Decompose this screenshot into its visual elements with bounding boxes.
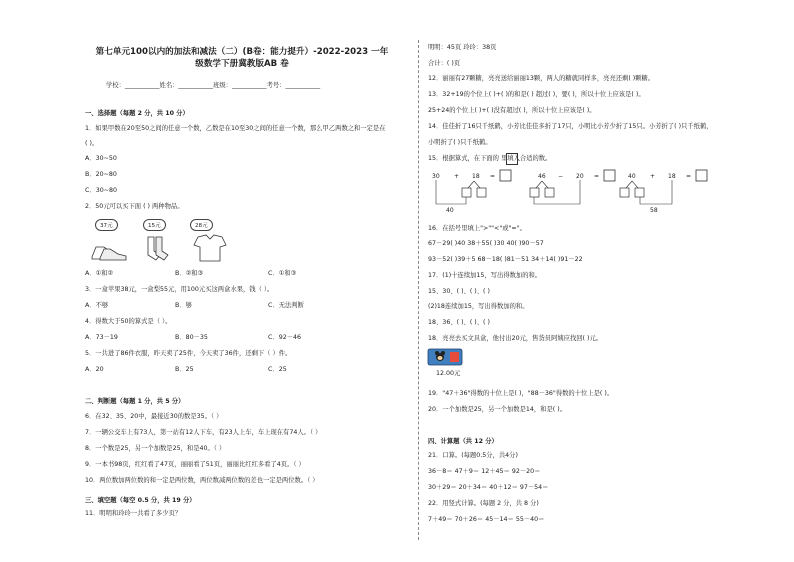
column-divider bbox=[418, 40, 419, 540]
question-5-option-b: B．25 bbox=[175, 366, 194, 373]
tree-2-result-box bbox=[604, 170, 615, 181]
question-5-option-c: C．25 bbox=[268, 366, 287, 373]
question-16-row-1: 67－29( )40 38＋55( )30 40( )90－57 bbox=[428, 240, 544, 247]
section-choice-heading: 一、选择题（每题 2 分，共 10 分） bbox=[85, 110, 189, 117]
question-16-row-2: 93－52( )39＋5 68－18( )81－51 34＋14( )91－22 bbox=[428, 256, 583, 263]
shoes-icon bbox=[92, 247, 126, 260]
question-1-option-a: A．30~50 bbox=[85, 155, 117, 162]
question-9: 9．一本书98页，红红看了47页，丽丽看了51页，丽丽比红红多看了4页。（ ） bbox=[85, 461, 305, 468]
tree-2 bbox=[530, 170, 615, 204]
question-15: 15．根据算式，在下面的 里填入合适的数。 bbox=[428, 155, 552, 162]
question-5: 5．一共进了86件衣服，昨天卖了25件，今天卖了36件，还剩下（ ）件。 bbox=[85, 350, 292, 357]
question-2: 2．50元可以买下面 ( ) 两种物品。 bbox=[85, 203, 184, 210]
question-14: 14．佳佳折了16只千纸鹤，小芳比佳佳多折了17只，小明比小芳少折了15只。小芳折了( )只千纸鹤， bbox=[428, 123, 713, 130]
question-20: 20．一个加数是25，另一个加数是14，和是( )。 bbox=[428, 406, 566, 413]
tree-3-split-box-2 bbox=[635, 188, 644, 197]
tree-2-b: 20 bbox=[576, 173, 584, 180]
tree-1 bbox=[432, 170, 511, 214]
tree-1-split-box-2 bbox=[477, 188, 486, 197]
question-21-row-1: 36－8＝ 47＋9＝ 12＋45＝ 92－20＝ bbox=[428, 468, 541, 475]
question-1: 1．如果甲数在20至50之间的任意一个数，乙数是在10至30之间的任意一个数，那么甲乙两数之和一定是在 bbox=[85, 125, 386, 132]
question-5-option-a: A．20 bbox=[85, 366, 104, 373]
question-12: 12．丽丽有27颗糖，亮亮送给丽丽13颗，两人的糖就同样多，亮亮还剩( )颗糖。 bbox=[428, 75, 655, 82]
total-pages: 合计：( )页 bbox=[428, 60, 461, 67]
question-2-option-c: C．①和③ bbox=[268, 270, 297, 277]
section-judge-heading: 二、判断题（每题 1 分，共 5 分） bbox=[85, 398, 185, 405]
title-line-1: 第七单元100以内的加法和减法（二）(B卷：能力提升）-2022-2023 一年 bbox=[95, 47, 389, 57]
question-2-option-b: B．②和③ bbox=[175, 270, 204, 277]
question-1-option-c: C．30~80 bbox=[85, 187, 117, 194]
tree-3-bottom: 58 bbox=[650, 207, 658, 214]
question-4-option-c: C．92－46 bbox=[268, 334, 302, 341]
tree-3-result-box bbox=[696, 170, 707, 181]
tree-1-result-box bbox=[500, 170, 511, 181]
products-illustration bbox=[90, 233, 230, 263]
title-line-2: 级数学下册冀教版AB 卷 bbox=[195, 59, 289, 69]
question-17-sequence: 15、30、( )、( )、( ) bbox=[428, 288, 490, 295]
question-14-line-2: 小明折了( )只千纸鹤。 bbox=[428, 139, 492, 146]
tree-1-eq: = bbox=[490, 173, 496, 180]
shirt-icon bbox=[194, 235, 226, 261]
tree-3-a: 40 bbox=[628, 173, 636, 180]
socks-icon bbox=[148, 237, 168, 260]
question-8: 8．一个数是25，另一个加数是25，和是40。（ ） bbox=[85, 445, 226, 452]
question-3-option-a: A．不够 bbox=[85, 302, 109, 309]
answer-box-example bbox=[506, 153, 518, 165]
reading-pages: 明明：45页 玲玲：38页 bbox=[428, 44, 497, 51]
price-bubble-3: 28元 bbox=[190, 219, 213, 231]
tree-1-b: 18 bbox=[472, 173, 480, 180]
tree-2-split-box-1 bbox=[530, 188, 539, 197]
question-22: 22．用竖式计算。(每题 2 分，共 8 分) bbox=[428, 500, 539, 507]
tree-2-op: − bbox=[558, 173, 564, 180]
tree-2-split-box-2 bbox=[545, 188, 554, 197]
section-fill-heading: 三、填空题（每空 0.5 分，共 19 分） bbox=[85, 497, 196, 504]
tree-1-op: + bbox=[454, 173, 460, 180]
tree-3 bbox=[620, 170, 707, 214]
tree-2-eq: = bbox=[594, 173, 600, 180]
pencil-case-price: 12.00元 bbox=[436, 370, 461, 377]
question-10: 10．两位数加两位数的和一定是两位数，两位数减两位数的差也一定是两位数。（ ） bbox=[85, 477, 319, 484]
question-21: 21．口算。(每题0.5分，共4分) bbox=[428, 452, 518, 459]
question-17: 17．(1)十连续加15，写出得数加的和。 bbox=[428, 272, 542, 279]
tree-1-split-box-1 bbox=[462, 188, 471, 197]
question-22-row: 7＋49＝ 70＋26＝ 45－14＝ 55－40＝ bbox=[428, 516, 545, 523]
price-bubble-2: 15元 bbox=[143, 219, 166, 231]
question-16: 16．在括号里填上">""<"或"="。 bbox=[428, 225, 526, 232]
number-tree-diagram bbox=[428, 170, 773, 218]
price-bubble-1: 37元 bbox=[95, 219, 118, 231]
question-19: 19．"47＋36"得数的十位上是( )，"88－36"得数的十位上是( )。 bbox=[428, 390, 614, 397]
section-calc-heading: 四、计算题（共 12 分） bbox=[428, 438, 498, 445]
tree-3-op: + bbox=[650, 173, 656, 180]
question-3-option-c: C．无法判断 bbox=[268, 302, 304, 309]
question-1-tail: ( )。 bbox=[85, 140, 99, 147]
exam-title bbox=[72, 46, 412, 70]
tree-3-b: 18 bbox=[668, 173, 676, 180]
question-6: 6．在32、35、20中，最接近30的数是35。（ ） bbox=[85, 413, 223, 420]
tree-3-split-box-1 bbox=[620, 188, 629, 197]
question-17-part-2: (2)18连续加15，写出得数加的和。 bbox=[428, 303, 529, 310]
question-18: 18．亮亮去买文具盒，他付出20元，售货员阿姨应找回( )元。 bbox=[428, 335, 603, 342]
tree-3-eq: = bbox=[686, 173, 692, 180]
student-info-line: 学校：___________姓名：___________班级：___________考号：___________ bbox=[106, 82, 321, 89]
tree-1-a: 30 bbox=[432, 173, 440, 180]
question-3: 3．一盒苹果38元，一盒梨55元，用100元买这两盒水果，钱（ ）。 bbox=[85, 286, 274, 293]
question-4-option-a: A．73－19 bbox=[85, 334, 118, 341]
tree-2-a: 46 bbox=[538, 173, 546, 180]
question-7: 7．一辆公交车上有73人，第一站有12人下车，有23人上车，车上现在有74人。（ ） bbox=[85, 429, 322, 436]
question-13-line-2: 25+24的个位上( )+( )没有超过( )，所以十位上应该是( )。 bbox=[428, 107, 596, 114]
question-4: 4．得数大于50的算式是（ ）。 bbox=[85, 318, 172, 325]
question-11: 11．明明和玲玲一共看了多少页？ bbox=[85, 510, 182, 517]
question-1-option-b: B．20~80 bbox=[85, 171, 117, 178]
question-17-sequence-2: 18、36、( )、( )、( ) bbox=[428, 319, 490, 326]
question-2-option-a: A．①和② bbox=[85, 270, 114, 277]
tree-1-bottom: 40 bbox=[446, 207, 454, 214]
pencil-case-icon bbox=[428, 348, 464, 366]
question-4-option-b: B．80－35 bbox=[175, 334, 208, 341]
question-21-row-2: 30＋29＝ 20＋34＝ 40＋12＝ 97－54＝ bbox=[428, 484, 549, 491]
question-13: 13．32+19的个位上( )+( )的和是( ) 超过( )，要( )，所以十位上应该是( )。 bbox=[428, 91, 645, 98]
question-3-option-b: B．够 bbox=[175, 302, 192, 309]
